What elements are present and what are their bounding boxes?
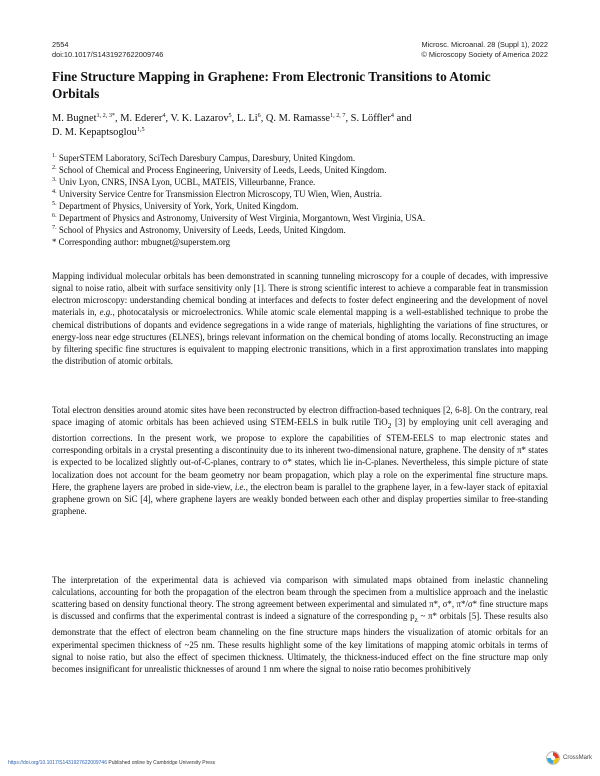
affiliation-text: Univ Lyon, CNRS, INSA Lyon, UCBL, MATEIS, Villeurbanne, France. [56, 177, 316, 187]
affiliation-number: 6. [52, 212, 57, 219]
affiliation [52, 164, 548, 176]
affiliation [52, 188, 548, 200]
affiliation-text: SuperSTEM Laboratory, SciTech Daresbury Campus, Daresbury, United Kingdom. [56, 153, 356, 163]
journal-citation: Microsc. Microanal. 28 (Suppl 1), 2022 [421, 40, 548, 49]
affiliation [52, 200, 548, 212]
author-affiliation-marker: 5 [228, 112, 232, 119]
author-affiliation-marker: 1, 2, 7 [330, 112, 346, 119]
affiliation-text: Department of Physics, University of York, York, United Kingdom. [56, 201, 299, 211]
page-footer [8, 760, 215, 766]
subscript-text: z [414, 615, 418, 625]
author [351, 113, 412, 124]
author-name: Q. M. Ramasse [265, 113, 330, 124]
author-name: S. Löffler [350, 113, 391, 124]
author-affiliation-marker: 1, 2, 3* [96, 112, 116, 119]
paragraph-text: The interpretation of the experimental data is achieved via comparison with simulated maps obtained from inelastic channeling calculations, accounting for both the propagation of the electron beam through the specimen from a multislice approach and the inelastic scattering based on density functional theory. The strong agreement between experimental and simulated π*, σ*, π*/σ* fine structure maps is discussed and confirms that the experimental contrast is indeed a signature of the corresponding p [52, 575, 548, 622]
author-separator: , [115, 113, 121, 124]
author-name: M. Bugnet [52, 113, 97, 124]
paragraph-text: , the electron beam is parallel to the graphene layer, in a few-layer stack of epitaxial graphene grown on SiC [4], where graphene layers are weakly bonded between each other and display properties similar to free-standing graphene. [52, 481, 549, 517]
author [170, 113, 236, 124]
subscript-text: 2 [387, 420, 392, 430]
author-affiliation-marker: 1,5 [136, 126, 145, 133]
page-header-left [52, 40, 163, 60]
affiliation-number: 5. [52, 200, 57, 207]
author-name: D. M. Kepaptsoglou [52, 127, 137, 138]
affiliation [52, 152, 548, 164]
affiliation-text: University Service Centre for Transmission Electron Microscopy, TU Wien, Wien, Austria. [56, 189, 382, 199]
affiliation-number: 3. [52, 176, 57, 183]
affiliation [52, 224, 548, 236]
paper-title: Fine Structure Mapping in Graphene: From Electronic Transitions to Atomic Orbitals [52, 69, 491, 101]
affiliation [52, 176, 548, 188]
author [266, 113, 351, 124]
affiliation-text: School of Chemical and Process Engineering, University of Leeds, Leeds, United Kingdom. [56, 165, 387, 175]
author-separator: , [260, 113, 266, 124]
author-separator: , [165, 113, 171, 124]
italic-text: e.g. [99, 307, 113, 318]
author-affiliation-marker: 6 [257, 112, 261, 119]
author-name: L. Li [236, 113, 258, 124]
footer-published-text: Published online by Cambridge University Press [106, 760, 216, 766]
author-name: V. K. Lazarov [170, 113, 229, 124]
affiliation-number: 2. [52, 164, 57, 171]
body-paragraph-3 [52, 574, 548, 675]
paragraph-text: Total electron densities around atomic sites have been reconstructed by electron diffraction-based techniques [2, 6-8]. On the contrary, real space imaging of atomic orbitals has been achieved using STEM-EELS in bulk rutile TiO [52, 405, 548, 428]
paragraph-text: [3] by employing unit cell averaging and distortion corrections. In the present work, we propose to explore the capabilities of STEM-EELS to map electronic states and corresponding orbitals in a crystal presenting a discontinuity due to its inherent two-dimensional nature, graphene. The density of π* states is expected to be localized slightly out-of-C-planes, contrary to σ* states, which lie in-C-planes. Nevertheless, this simple picture of state localization does not account for the beam geometry nor beam propagation, which play a role on the experimental fine structure maps. Here, the graphene layers are probed in side-view, [52, 417, 549, 492]
author [52, 113, 120, 124]
body-paragraph-1 [52, 270, 548, 367]
affiliation-text: School of Physics and Astronomy, University of Leeds, Leeds, United Kingdom. [56, 225, 346, 235]
italic-text: i.e. [234, 481, 246, 492]
affiliation-number: 1. [52, 152, 57, 159]
affiliation-text: Department of Physics and Astronomy, University of West Virginia, Morgantown, West Virginia, USA. [56, 213, 426, 223]
author [120, 113, 170, 124]
author-name: M. Ederer [120, 113, 163, 124]
affiliation-number: 4. [52, 188, 57, 195]
crossmark-icon [546, 751, 560, 765]
page-number: 2554 [52, 40, 69, 49]
author [237, 113, 266, 124]
affiliation [52, 212, 548, 224]
page-header-right [421, 40, 548, 60]
author-separator: and [393, 113, 412, 124]
author-list [52, 112, 548, 140]
copyright-notice: © Microscopy Society of America 2022 [421, 50, 548, 59]
author-separator: , [231, 113, 237, 124]
body-paragraph-2 [52, 404, 548, 517]
author [52, 127, 145, 138]
author-affiliation-marker: 4 [390, 112, 394, 119]
paragraph-text: , photocatalysis or microelectronics. While atomic scale elemental mapping is a well-established technique to probe the chemical distributions of dopants and evidence segregations in a wide range of materials, highlighting the variations of fine structures, or energy-loss near edge structures (ELNES), brings relevant information on the chemical bonding of atoms locally. Reconstructing an image by filtering specific fine structures is equivalent to mapping electronic transitions, which in a first approximation translates into mapping the distribution of atomic orbitals. [52, 307, 548, 367]
crossmark-badge[interactable] [546, 751, 592, 765]
author-affiliation-marker: 4 [162, 112, 166, 119]
paragraph-text: ~ π* orbitals [5]. These results also demonstrate that the effect of electron beam channeling on the fine structure maps hinders the visualization of atomic orbitals for an experimental specimen thickness of ~25 nm. These results highlight some of the key limitations of mapping atomic orbitals in terms of signal to noise ratio, but also the effect of specimen thickness. Ultimately, the thickness-induced effect on the fine structure map only becomes insignificant for unrealistic thicknesses of around 1 nm where the signal to noise ratio becomes prohibitively [52, 611, 548, 674]
affiliation-number: 7. [52, 224, 57, 231]
article-doi[interactable]: doi:10.1017/S1431927622009746 [52, 50, 164, 59]
paragraph-text: Mapping individual molecular orbitals has been demonstrated in scanning tunneling microscopy for a couple of decades, with impressive signal to noise ratio, albeit with surface sensitivity only [1]. There is strong scientific interest to achieve a comparable feat in transmission electron microscopy: understanding chemical bonding at interfaces and defects to foster defect engineering and the development of novel materials in, [52, 271, 548, 318]
affiliation-list [52, 152, 548, 248]
crossmark-label: CrossMark [562, 755, 592, 761]
corresponding-author [52, 236, 548, 248]
footer-doi-link[interactable]: https://doi.org/10.1017/S1431927622009746 [8, 760, 107, 766]
author-separator: , [345, 113, 351, 124]
corresponding-author-text: * Corresponding author: mbugnet@superstem.org [52, 237, 231, 247]
